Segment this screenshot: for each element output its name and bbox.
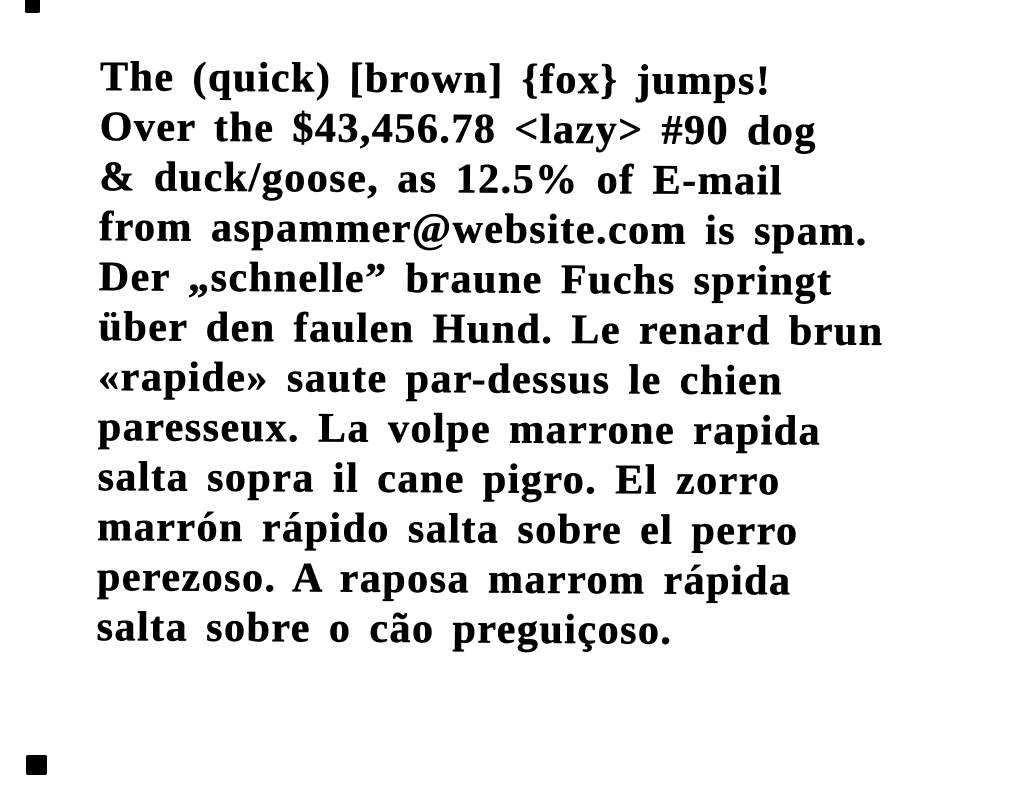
text-line: Over the $43,456.78 <lazy> #90 dog <box>99 103 817 155</box>
text-line: salta sobre o cão preguiçoso. <box>96 603 673 654</box>
text-line: «rapide» saute par-dessus le chien <box>97 353 783 405</box>
text-line: Der „schnelle” braune Fuchs springt <box>98 253 833 305</box>
scan-artifact-top-left <box>25 0 40 13</box>
text-line: perezoso. A raposa marrom rápida <box>96 553 792 605</box>
text-line: über den faulen Hund. Le renard brun <box>98 303 884 355</box>
document-text-block <box>96 52 950 657</box>
text-line: paresseux. La volpe marrone rapida <box>97 403 822 455</box>
scan-artifact-bottom-left <box>26 755 47 775</box>
text-line: from aspammer@website.com is spam. <box>98 203 868 255</box>
text-line: marrón rápido salta sobre el perro <box>96 503 799 555</box>
text-line: & duck/goose, as 12.5% of E-mail <box>99 153 783 205</box>
text-line: The (quick) [brown] {fox} jumps! <box>99 53 772 105</box>
text-line: salta sopra il cane pigro. El zorro <box>97 453 781 505</box>
